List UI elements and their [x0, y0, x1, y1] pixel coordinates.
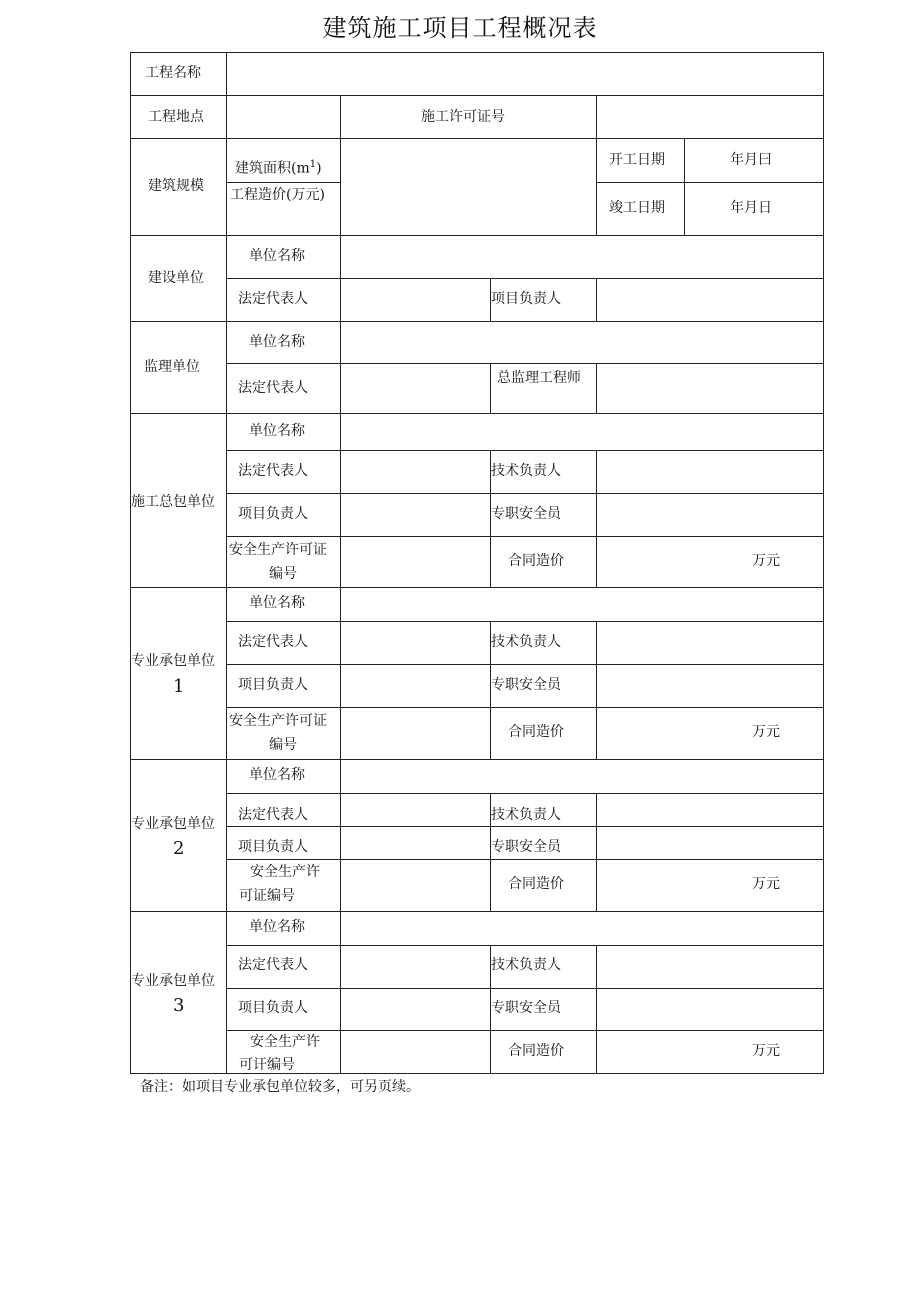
- construction-unit-label: 建设单位: [148, 270, 204, 286]
- sub2-license-label-2: 可证编号: [239, 888, 295, 904]
- sub2-contract-label: 合同造价: [508, 876, 564, 892]
- form-title: 建筑施工项目工程概况表: [322, 14, 598, 42]
- su-name-input[interactable]: [340, 321, 824, 364]
- sub1-name-label: 单位名称: [249, 595, 305, 611]
- general-contractor-label: 施工总包单位: [131, 494, 215, 510]
- sub3-contract-input[interactable]: [596, 1030, 824, 1074]
- sub2-legal-label: 法定代表人: [238, 807, 308, 823]
- sub3-label-cell: [130, 911, 227, 1074]
- sub2-contract-unit: 万元: [752, 876, 780, 892]
- sub1-contract-unit: 万元: [752, 724, 780, 740]
- sub1-license-label-1: 安全生产许可证: [229, 713, 327, 729]
- sub1-license-input[interactable]: [340, 707, 491, 760]
- sub3-safety-label: 专职安全员: [491, 1000, 561, 1016]
- end-date-label: 竣工日期: [609, 200, 665, 216]
- sub2-contract-input[interactable]: [596, 859, 824, 912]
- su-legal-input[interactable]: [340, 363, 491, 414]
- sub2-safety-input[interactable]: [596, 826, 824, 860]
- sub1-number: 1: [173, 676, 185, 697]
- sub3-tech-input[interactable]: [596, 945, 824, 989]
- sub2-lead-label: 项目负责人: [238, 839, 308, 855]
- gc-legal-input[interactable]: [340, 450, 491, 494]
- sub3-name-input[interactable]: [340, 911, 824, 946]
- sub1-safety-input[interactable]: [596, 664, 824, 708]
- sub2-tech-input[interactable]: [596, 793, 824, 827]
- sub1-contract-input[interactable]: [596, 707, 824, 760]
- start-date-label: 开工日期: [609, 152, 665, 168]
- supervision-unit-label: 监理单位: [144, 359, 200, 375]
- sub3-name-label: 单位名称: [249, 919, 305, 935]
- cu-legal-label: 法定代表人: [238, 291, 308, 307]
- cu-legal-input[interactable]: [340, 278, 491, 322]
- sub3-legal-label: 法定代表人: [238, 957, 308, 973]
- gc-lead-label: 项目负责人: [238, 506, 308, 522]
- cu-name-label: 单位名称: [249, 248, 305, 264]
- su-chief-label: 总监理工程师: [497, 370, 581, 386]
- sub2-number: 2: [173, 838, 185, 859]
- project-location-input[interactable]: [226, 95, 341, 139]
- gc-name-label: 单位名称: [249, 423, 305, 439]
- project-location-label: 工程地点: [148, 109, 204, 125]
- gc-contract-input[interactable]: [596, 536, 824, 588]
- gc-contract-unit: 万元: [752, 553, 780, 569]
- sub2-label-cell: [130, 759, 227, 912]
- sub1-legal-label: 法定代表人: [238, 634, 308, 650]
- permit-no-label: 施工许可证号: [421, 109, 505, 125]
- sub1-tech-input[interactable]: [596, 621, 824, 665]
- gc-license-label-1: 安全生产许可证: [229, 542, 327, 558]
- sub1-label-cell: [130, 587, 227, 760]
- sub1-tech-label: 技术负责人: [491, 634, 561, 650]
- sub1-label: 专业承包单位: [131, 653, 215, 669]
- sub3-lead-input[interactable]: [340, 988, 491, 1031]
- sub2-name-label: 单位名称: [249, 767, 305, 783]
- footnote: 备注：如项目专业承包单位较多，可另页续。: [140, 1079, 420, 1095]
- sub3-legal-input[interactable]: [340, 945, 491, 989]
- start-date-value: 年月曰: [730, 152, 772, 168]
- sub3-contract-unit: 万元: [752, 1043, 780, 1059]
- sub1-contract-label: 合同造价: [508, 724, 564, 740]
- sub3-lead-label: 项目负责人: [238, 1000, 308, 1016]
- sub3-license-label-1: 安全生产许: [250, 1034, 320, 1050]
- area-cost-input[interactable]: [340, 138, 597, 236]
- project-name-input[interactable]: [226, 52, 824, 96]
- su-legal-label: 法定代表人: [238, 380, 308, 396]
- su-name-label: 单位名称: [249, 334, 305, 350]
- sub2-safety-label: 专职安全员: [491, 839, 561, 855]
- sub3-contract-label: 合同造价: [508, 1043, 564, 1059]
- sub2-license-input[interactable]: [340, 859, 491, 912]
- gc-lead-input[interactable]: [340, 493, 491, 537]
- sub3-number: 3: [173, 995, 185, 1016]
- gc-tech-label: 技术负责人: [491, 463, 561, 479]
- scale-label: 建筑规模: [148, 178, 204, 194]
- sub2-label: 专业承包单位: [131, 816, 215, 832]
- cu-name-input[interactable]: [340, 235, 824, 279]
- end-date-value: 年月日: [730, 200, 772, 216]
- gc-license-label-2: 编号: [269, 566, 297, 582]
- gc-tech-input[interactable]: [596, 450, 824, 494]
- cost-label: 工程造价(万元): [230, 187, 325, 203]
- cu-lead-input[interactable]: [596, 278, 824, 322]
- sub2-lead-input[interactable]: [340, 826, 491, 860]
- sub3-tech-label: 技术负责人: [491, 957, 561, 973]
- sub2-tech-label: 技术负责人: [491, 807, 561, 823]
- gc-name-input[interactable]: [340, 413, 824, 451]
- project-name-label: 工程名称: [145, 65, 201, 81]
- sub1-name-input[interactable]: [340, 587, 824, 622]
- permit-no-input[interactable]: [596, 95, 824, 139]
- sub3-label: 专业承包单位: [131, 973, 215, 989]
- gc-safety-label: 专职安全员: [491, 506, 561, 522]
- sub2-legal-input[interactable]: [340, 793, 491, 827]
- area-label: 建筑面积$(m^1)$: [235, 159, 322, 177]
- su-chief-input[interactable]: [596, 363, 824, 414]
- cu-lead-label: 项目负责人: [491, 291, 561, 307]
- sub1-legal-input[interactable]: [340, 621, 491, 665]
- sub2-license-label-1: 安全生产许: [250, 864, 320, 880]
- sub3-license-label-2: 可讦编号: [239, 1057, 295, 1073]
- sub2-name-input[interactable]: [340, 759, 824, 794]
- sub1-license-label-2: 编号: [269, 737, 297, 753]
- gc-safety-input[interactable]: [596, 493, 824, 537]
- sub3-safety-input[interactable]: [596, 988, 824, 1031]
- sub1-lead-label: 项目负责人: [238, 677, 308, 693]
- sub3-license-input[interactable]: [340, 1030, 491, 1074]
- gc-contract-label: 合同造价: [508, 553, 564, 569]
- gc-license-input[interactable]: [340, 536, 491, 588]
- gc-legal-label: 法定代表人: [238, 463, 308, 479]
- sub1-safety-label: 专职安全员: [491, 677, 561, 693]
- sub1-lead-input[interactable]: [340, 664, 491, 708]
